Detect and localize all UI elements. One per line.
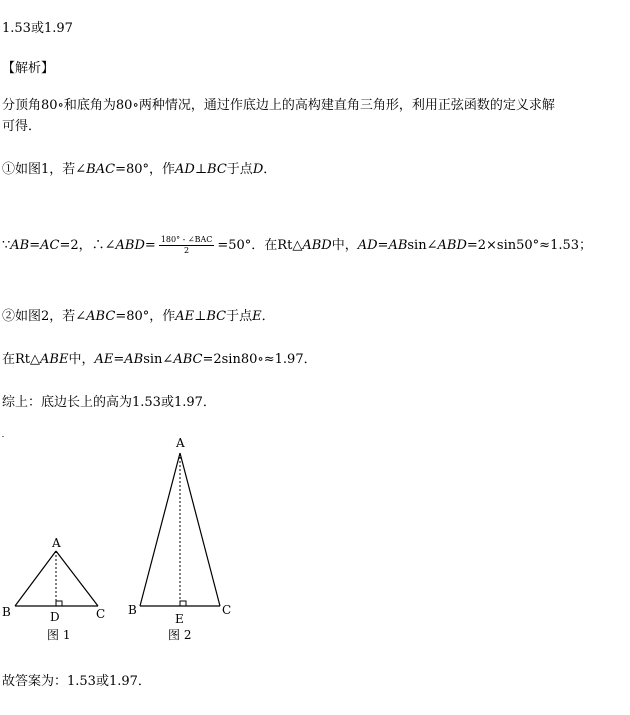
- calc1-eq3: =: [144, 238, 156, 253]
- fig2-side-ab: [140, 453, 180, 606]
- case2-line: [2, 308, 275, 326]
- figure-2: [128, 436, 231, 642]
- case1-foot: D: [252, 162, 264, 177]
- calc1-ab: AB: [10, 238, 30, 253]
- summary-line: 综上：底边长上的高为1.53或1.97．: [2, 395, 216, 410]
- calc1-abd2: ABD: [302, 238, 332, 253]
- case2-seg1: AE: [175, 309, 195, 324]
- calc1-since: ∵: [2, 238, 11, 253]
- calc1-result: =2×sin50°≈1.53；: [466, 238, 593, 253]
- case1-prefix: ①如图1，若∠: [2, 162, 87, 177]
- calc2-eq: =: [113, 352, 125, 367]
- intro-line-2: 可得．: [2, 119, 42, 134]
- fig2-label-a: A: [176, 436, 185, 450]
- case2-seg2: BC: [206, 309, 227, 324]
- case2-end: ．: [261, 309, 275, 324]
- calc2-result: =2sin80∘≈1.97．: [202, 352, 317, 367]
- calc1-abd3: ABD: [437, 238, 467, 253]
- case2-eq: =80°，作: [115, 309, 176, 324]
- calc1-after: =50°．在Rt△: [217, 238, 303, 253]
- calc1-eq1: =: [29, 238, 41, 253]
- calc1-eq2: =2，∴∠: [59, 238, 116, 253]
- case2-perp: ⊥: [194, 309, 207, 324]
- calc2-abe: ABE: [40, 352, 69, 367]
- fig1-caption: 图 1: [47, 628, 71, 642]
- fig1-label-c: C: [96, 607, 106, 621]
- calc1-ad: AD: [357, 238, 378, 253]
- calc2-line: [2, 351, 317, 369]
- fig2-label-c: C: [222, 603, 232, 617]
- case2-angle: ABC: [86, 309, 116, 324]
- figure-1: [2, 536, 105, 642]
- analysis-heading: 【解析】: [2, 61, 55, 76]
- calc2-sin: sin∠: [143, 352, 174, 367]
- fig1-label-a: A: [52, 536, 61, 550]
- calc2-abc: ABC: [173, 352, 203, 367]
- calc2-ab: AB: [124, 352, 144, 367]
- case1-angle: BAC: [86, 162, 116, 177]
- fig2-label-e: E: [175, 612, 184, 626]
- case1-seg1: AD: [175, 162, 195, 177]
- case1-end: ．: [263, 162, 277, 177]
- fig1-side-ac: [56, 551, 98, 606]
- calc1-mid: 中，: [331, 238, 358, 253]
- calc1-abd: ABD: [115, 238, 145, 253]
- answer-line: 1.53或1.97: [2, 21, 73, 36]
- intro-line-1: 分顶角80∘和底角为80∘两种情况，通过作底边上的高构建直角三角形，利用正弦函数的定义求解: [2, 98, 555, 113]
- case2-prefix: ②如图2，若∠: [2, 309, 87, 324]
- fig2-caption: 图 2: [168, 628, 192, 642]
- final-answer: 故答案为：1.53或1.97．: [2, 674, 151, 689]
- fig1-label-b: B: [2, 605, 11, 619]
- calc1-ab2: AB: [388, 238, 408, 253]
- triangle-figures: [0, 428, 630, 648]
- calc1-sin: sin∠: [407, 238, 438, 253]
- fig2-side-ac: [180, 453, 220, 606]
- calc1-ac: AC: [40, 238, 60, 253]
- fig1-label-d: D: [50, 610, 60, 624]
- calc1-fraction: [159, 235, 215, 256]
- calc2-ae: AE: [94, 352, 114, 367]
- case1-eq: =80°，作: [115, 162, 175, 177]
- fig1-right-angle-mark: [56, 601, 62, 606]
- calc2-mid: 中，: [68, 352, 95, 367]
- case2-foot-label: 于点: [226, 309, 253, 324]
- fig1-side-ab: [15, 551, 56, 606]
- calc2-prefix: 在Rt△: [2, 352, 41, 367]
- case1-foot-label: 于点: [226, 162, 253, 177]
- fig2-right-angle-mark: [180, 601, 186, 606]
- fraction-denominator: 2: [184, 246, 190, 255]
- fig2-label-b: B: [128, 603, 137, 617]
- case1-line: [2, 161, 276, 179]
- case1-perp: ⊥: [194, 162, 208, 177]
- calc1-eq4: =: [377, 238, 389, 253]
- calc1-line: [2, 233, 592, 259]
- fraction-numerator: 180° - ∠BAC: [160, 235, 213, 244]
- case2-foot: E: [252, 309, 262, 324]
- case1-seg2: BC: [207, 162, 227, 177]
